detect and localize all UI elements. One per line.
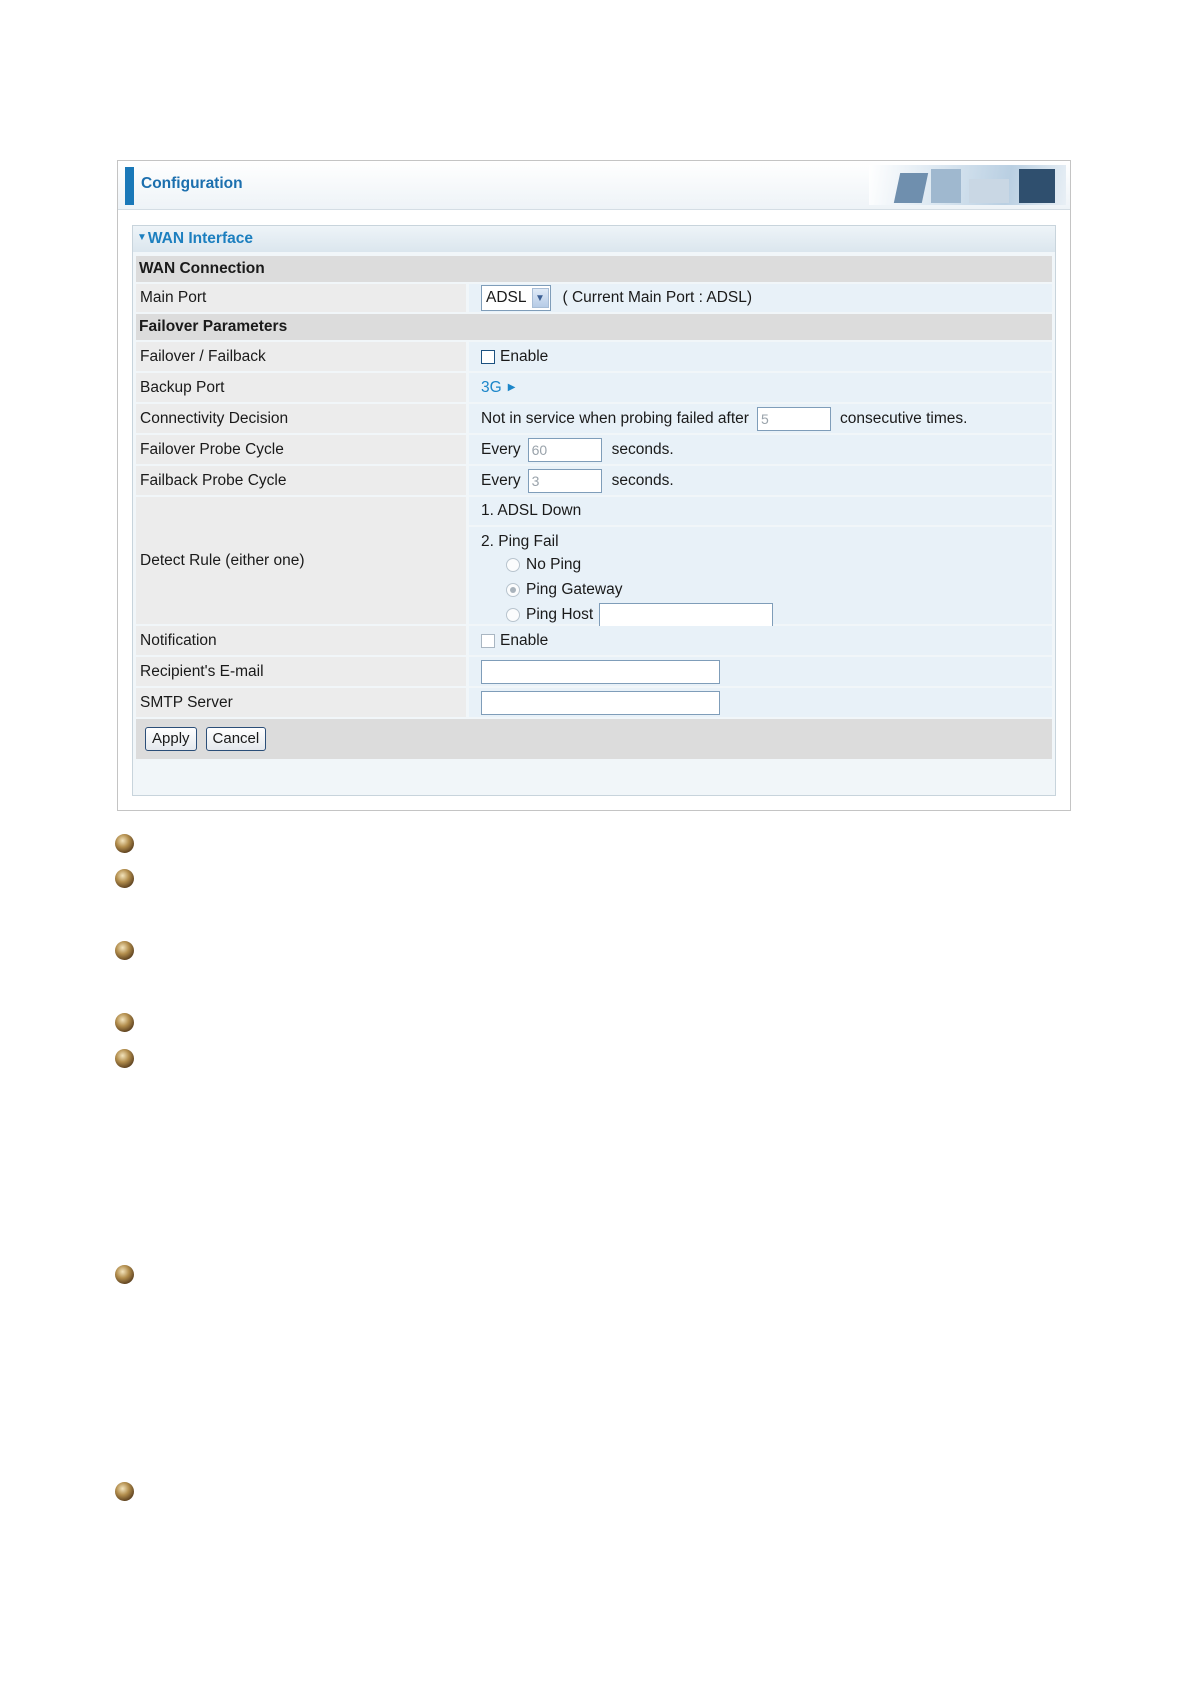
failover-probe-prefix: Every xyxy=(481,440,521,458)
bullet-ball-icon xyxy=(115,1013,134,1032)
detect-rule-2 xyxy=(469,527,1052,624)
recipient-email-input[interactable] xyxy=(481,660,720,684)
panel-header[interactable] xyxy=(133,226,1055,252)
row-detect-rule xyxy=(136,497,1052,624)
failback-probe-prefix: Every xyxy=(481,471,521,489)
no-ping-radio[interactable] xyxy=(506,558,520,572)
row-failback-probe-cycle xyxy=(136,466,1052,495)
failback-probe-suffix: seconds. xyxy=(611,471,674,489)
section-failover-parameters: Failover Parameters xyxy=(136,314,1052,340)
detect-rule-label: Detect Rule (either one) xyxy=(136,497,466,624)
row-failover-probe-cycle xyxy=(136,435,1052,464)
bullet-ball-icon xyxy=(115,869,134,888)
row-smtp-server xyxy=(136,688,1052,717)
ping-gateway-radio[interactable] xyxy=(506,583,520,597)
page-title: Configuration xyxy=(141,175,243,192)
wan-interface-panel xyxy=(132,225,1056,796)
connectivity-prefix: Not in service when probing failed after xyxy=(481,409,749,427)
notification-enable-label[interactable]: Enable xyxy=(500,631,549,649)
row-notification xyxy=(136,626,1052,655)
panel-title[interactable] xyxy=(137,230,253,248)
rule-ping-fail-text: 2. Ping Fail xyxy=(481,533,559,550)
option-ping-host[interactable] xyxy=(481,602,1052,628)
apply-button[interactable]: Apply xyxy=(145,727,197,751)
detect-rule-1 xyxy=(469,497,1052,525)
triangle-down-icon: ▼ xyxy=(137,232,147,243)
row-main-port xyxy=(136,284,1052,312)
failback-probe-input[interactable]: 3 xyxy=(528,469,602,493)
no-ping-label[interactable]: No Ping xyxy=(526,556,582,573)
configuration-header xyxy=(118,161,1070,210)
connectivity-label: Connectivity Decision xyxy=(136,404,466,433)
smtp-label: SMTP Server xyxy=(136,688,466,717)
main-port-value: ADSL xyxy=(486,289,527,306)
ping-host-input[interactable] xyxy=(599,603,773,627)
failover-enable-checkbox[interactable] xyxy=(481,350,495,364)
notification-enable-checkbox[interactable] xyxy=(481,634,495,648)
button-bar xyxy=(136,719,1052,759)
failover-enable-label[interactable]: Enable xyxy=(500,347,549,365)
failback-probe-label: Failback Probe Cycle xyxy=(136,466,466,495)
ping-gateway-label[interactable]: Ping Gateway xyxy=(526,580,623,598)
bullet-ball-icon xyxy=(115,1265,134,1284)
smtp-server-input[interactable] xyxy=(481,691,720,715)
connectivity-input[interactable]: 5 xyxy=(757,407,831,431)
notification-label: Notification xyxy=(136,626,466,655)
row-failover-failback xyxy=(136,342,1052,371)
connectivity-suffix: consecutive times. xyxy=(839,409,968,427)
ping-host-radio[interactable] xyxy=(506,608,520,622)
office-banner-image xyxy=(869,165,1066,205)
main-port-select[interactable] xyxy=(481,285,551,311)
row-backup-port xyxy=(136,373,1052,402)
bullet-ball-icon xyxy=(115,1049,134,1068)
option-no-ping[interactable] xyxy=(481,553,1052,577)
chevron-down-icon[interactable]: ▼ xyxy=(532,288,549,308)
failover-label: Failover / Failback xyxy=(136,342,466,371)
recipient-label: Recipient's E-mail xyxy=(136,657,466,686)
cancel-button[interactable]: Cancel xyxy=(206,727,267,751)
current-main-port-text: ( Current Main Port : ADSL) xyxy=(562,289,753,306)
row-connectivity-decision xyxy=(136,404,1052,433)
configuration-frame xyxy=(117,160,1071,811)
triangle-right-icon[interactable]: ▶ xyxy=(507,382,516,393)
failover-probe-input[interactable]: 60 xyxy=(528,438,602,462)
section-wan-connection: WAN Connection xyxy=(136,256,1052,282)
failover-probe-label: Failover Probe Cycle xyxy=(136,435,466,464)
row-recipient-email xyxy=(136,657,1052,686)
bullet-ball-icon xyxy=(115,1482,134,1501)
main-port-label: Main Port xyxy=(136,284,466,312)
bullet-ball-icon xyxy=(115,834,134,853)
failover-probe-suffix: seconds. xyxy=(611,440,674,458)
backup-port-label: Backup Port xyxy=(136,373,466,402)
header-accent-bar xyxy=(125,167,134,205)
ping-host-label[interactable]: Ping Host xyxy=(526,606,594,623)
option-ping-gateway[interactable] xyxy=(481,577,1052,602)
panel-title-text: WAN Interface xyxy=(147,230,253,247)
rule-adsl-down-text: 1. ADSL Down xyxy=(481,502,582,519)
bullet-ball-icon xyxy=(115,941,134,960)
backup-port-link[interactable]: 3G xyxy=(481,378,502,396)
